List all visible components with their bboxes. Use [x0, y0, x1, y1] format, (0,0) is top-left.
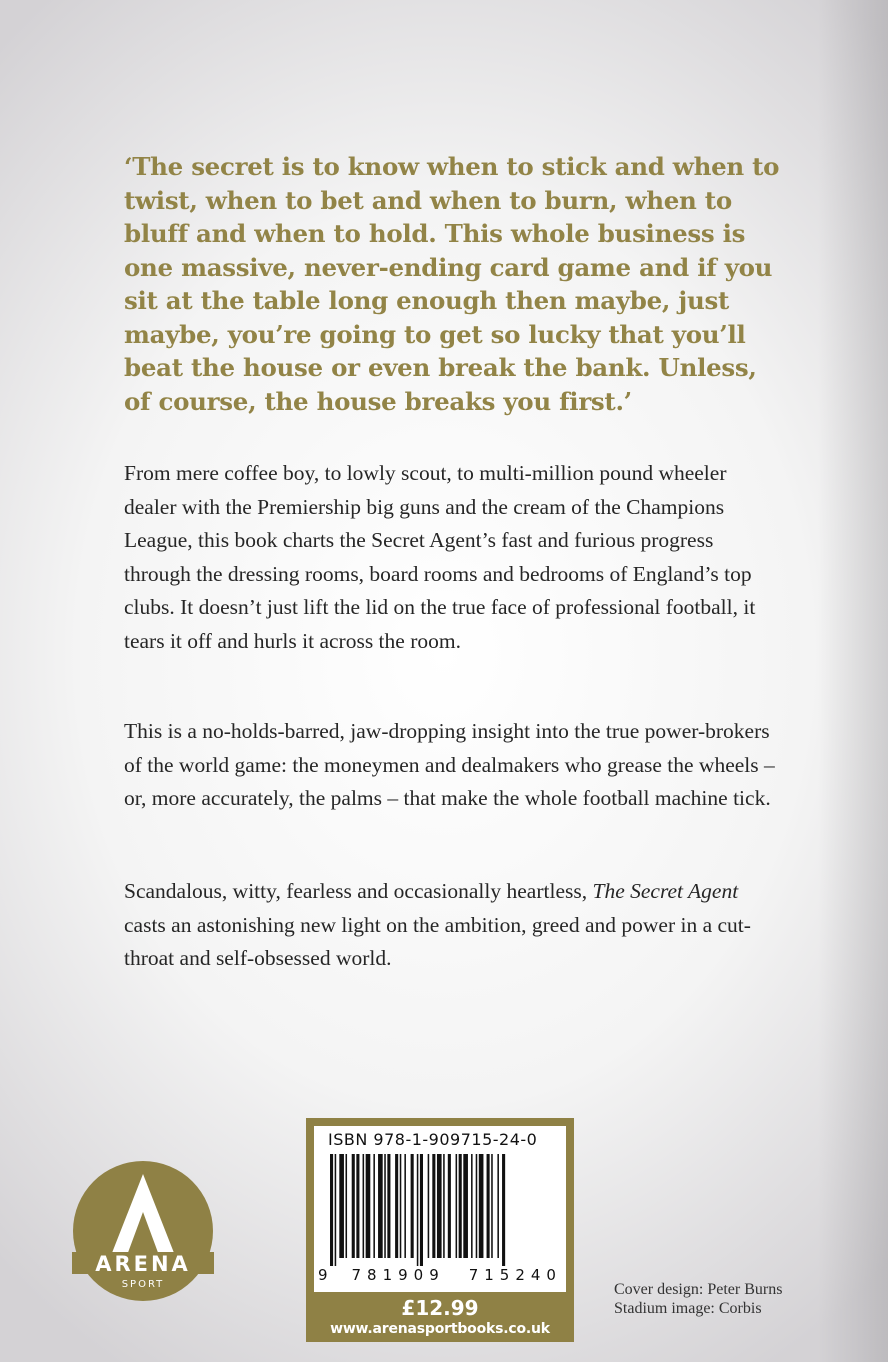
barcode-bar: [356, 1154, 359, 1258]
barcode-panel: [306, 1118, 574, 1342]
isbn-number: ISBN 978-1-909715-24-0: [328, 1130, 538, 1149]
stadium-image-credit: Stadium image: Corbis: [614, 1300, 762, 1317]
barcode-bar: [471, 1154, 473, 1258]
barcode-bar: [400, 1154, 402, 1258]
barcode-digits-right: 715240: [468, 1266, 562, 1284]
barcode-bar: [352, 1154, 355, 1258]
cover-credits: [614, 1280, 782, 1318]
barcode-bar: [459, 1154, 462, 1258]
barcode-bar: [417, 1154, 419, 1266]
barcode-bar: [335, 1154, 337, 1266]
publisher-website: www.arenasportbooks.co.uk: [330, 1321, 550, 1337]
barcode-bar: [448, 1154, 451, 1258]
barcode-bar: [411, 1154, 414, 1258]
blurb-paragraph-1: From mere coffee boy, to lowly scout, to multi-million pound wheeler dealer with the Premiership big guns and the cream of the Champions League, this book charts the Secret Agent’s fast and furious progress through the dressing rooms, board rooms and bedrooms of England’s top clubs. It doesn’t just lift the lid on the true face of professional football, it tears it off and hurls it across the room.: [124, 461, 756, 653]
page-edge-shade: [818, 0, 888, 1362]
barcode-bar: [420, 1154, 423, 1266]
barcode-bar: [463, 1154, 468, 1258]
logo-word: ARENA: [95, 1252, 191, 1276]
barcode-digit-lead: 9: [318, 1266, 328, 1284]
barcode-label: [314, 1126, 566, 1292]
blurb-paragraph-2: This is a no-holds-barred, jaw-dropping insight into the true power-brokers of the world game: the moneymen and dealmakers who grease the wheels – or, more accurately, the palms – that make the whole football machine tick.: [124, 719, 775, 810]
barcode-bar: [456, 1154, 458, 1258]
blurb-paragraph-3: [124, 875, 784, 976]
blurb-p3-end: casts an astonishing new light on the ambition, greed and power in a cut-throat and self-obsessed world.: [124, 912, 751, 970]
barcode-bar: [387, 1154, 390, 1258]
barcode-digits: [318, 1266, 562, 1284]
blurb-p3-start: Scandalous, witty, fearless and occasionally heartless,: [124, 879, 593, 903]
barcode-bars: [324, 1154, 556, 1266]
barcode-bar: [428, 1154, 430, 1258]
barcode-bar: [346, 1154, 348, 1258]
barcode-bar: [432, 1154, 435, 1258]
barcode-bar: [373, 1154, 375, 1258]
barcode-bar: [366, 1154, 371, 1258]
pull-quote: ‘The secret is to know when to stick and when to twist, when to bet and when to burn, when to bluff and when to hold. This whole business is one massive, never-ending card game and if you sit at the table long enough then maybe, just maybe, you’re going to get so lucky that you’ll beat the house or even break the bank. Unless, of course, the house breaks you first.’: [124, 152, 780, 416]
barcode-digits-left: 781909: [351, 1266, 445, 1284]
barcode-bar: [476, 1154, 478, 1258]
barcode-bar: [479, 1154, 484, 1258]
barcode-bar: [339, 1154, 344, 1258]
price-label: £12.99: [401, 1296, 479, 1320]
barcode-bar: [497, 1154, 499, 1258]
book-title-italic: The Secret Agent: [592, 879, 739, 903]
arena-sport-logo: [72, 1160, 214, 1302]
barcode-bar: [443, 1154, 445, 1258]
barcode-bar: [330, 1154, 333, 1266]
barcode-bar: [491, 1154, 493, 1258]
cover-design-credit: Cover design: Peter Burns: [614, 1281, 783, 1298]
barcode-bar: [502, 1154, 505, 1266]
barcode-bar: [487, 1154, 490, 1258]
barcode-bar: [363, 1154, 365, 1258]
barcode-bar: [378, 1154, 383, 1258]
barcode-bar: [384, 1154, 386, 1258]
barcode-bar: [404, 1154, 406, 1258]
barcode-bar: [437, 1154, 442, 1258]
barcode-bar: [395, 1154, 398, 1258]
logo-sub: SPORT: [121, 1279, 165, 1290]
